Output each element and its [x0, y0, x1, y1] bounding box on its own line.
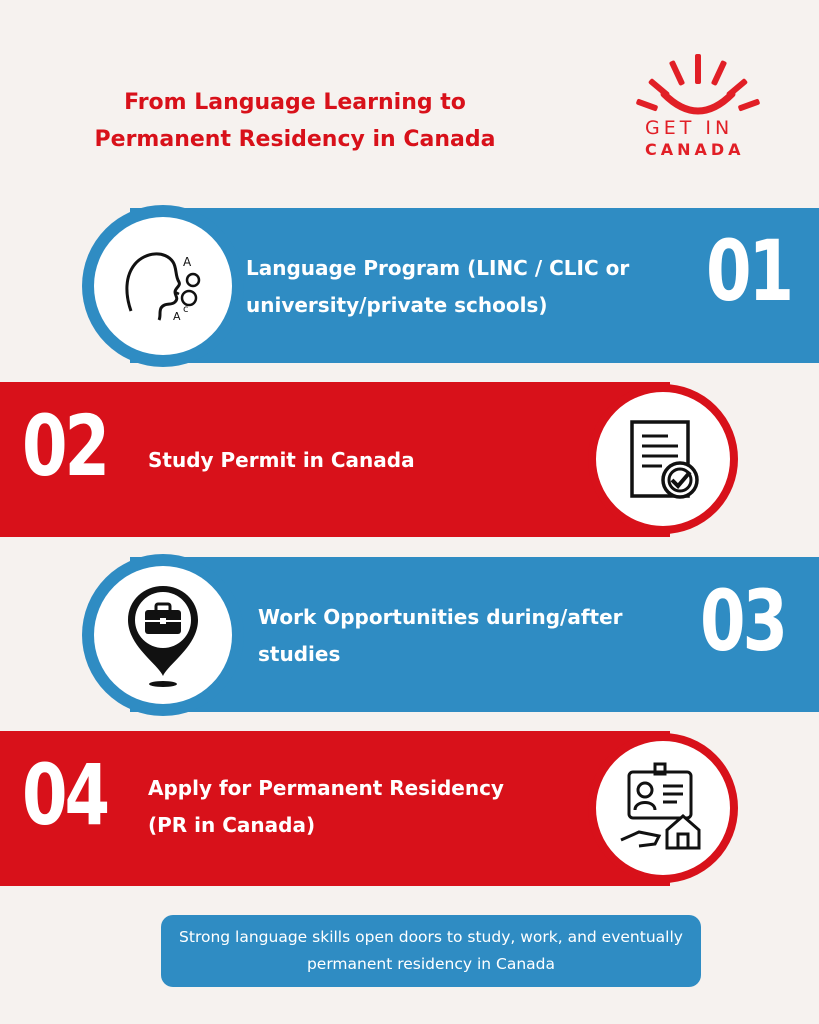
- step-04-line-2: (PR in Canada): [148, 813, 316, 837]
- footer-note: [161, 915, 701, 987]
- step-01-number: 01: [706, 222, 791, 320]
- svg-text:A: A: [183, 255, 192, 269]
- logo-text-get-in: GET IN: [645, 117, 734, 139]
- step-04-icon-circle: [588, 733, 738, 883]
- step-02-number: 02: [22, 397, 107, 495]
- step-02-text: [148, 442, 415, 479]
- step-03-line-2: studies: [258, 642, 341, 666]
- approved-document-icon: [618, 414, 708, 504]
- step-03-icon-ring: [82, 554, 244, 716]
- step-03-text: [258, 599, 623, 673]
- footer-line-2: permanent residency in Canada: [306, 955, 556, 973]
- title-line-1: From Language Learning to: [124, 90, 466, 115]
- step-02-line-1: Study Permit in Canada: [148, 448, 415, 472]
- step-03-icon-circle: [94, 566, 232, 704]
- step-01-line-1: Language Program (LINC / CLIC or: [246, 256, 630, 280]
- page-title: [60, 84, 530, 158]
- step-02-icon-circle: [588, 384, 738, 534]
- speaking-head-icon: [113, 236, 213, 336]
- step-01-line-2: university/private schools): [246, 293, 548, 317]
- svg-text:A: A: [173, 310, 181, 323]
- briefcase-location-pin-icon: [118, 580, 208, 690]
- logo-text-canada: CANADA: [645, 140, 745, 159]
- step-01-text: [246, 250, 629, 324]
- step-01-icon-ring: [82, 205, 244, 367]
- step-04-number: 04: [22, 746, 107, 844]
- id-card-house-icon: [615, 760, 711, 856]
- step-04-line-1: Apply for Permanent Residency: [148, 776, 504, 800]
- title-line-2: Permanent Residency in Canada: [94, 127, 496, 152]
- step-04-text: [148, 770, 504, 844]
- step-01-icon-circle: [94, 217, 232, 355]
- footer-line-1: Strong language skills open doors to study, work, and eventually: [179, 928, 683, 946]
- step-03-line-1: Work Opportunities during/after: [258, 605, 623, 629]
- step-03-number: 03: [700, 572, 785, 670]
- svg-text:c: c: [183, 304, 189, 315]
